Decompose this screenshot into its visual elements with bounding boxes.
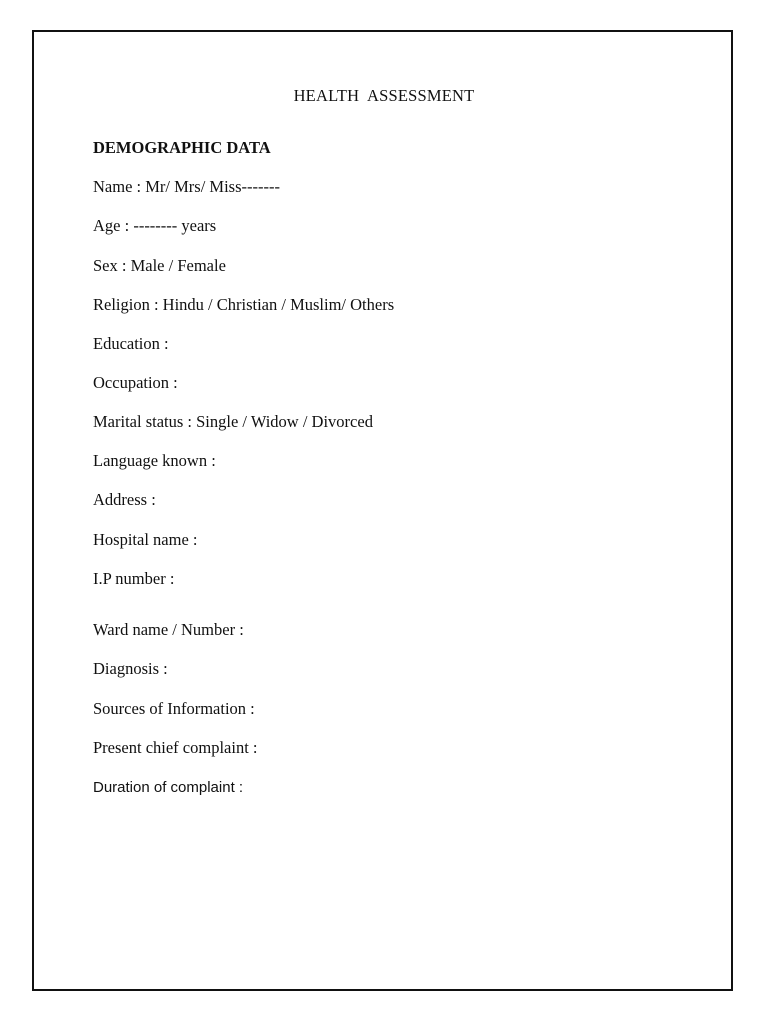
field-diagnosis: Diagnosis : — [93, 659, 168, 678]
field-address: Address : — [93, 490, 156, 509]
field-religion: Religion : Hindu / Christian / Muslim/ Others — [93, 295, 395, 314]
field-marital-status: Marital status : Single / Widow / Divorced — [93, 412, 373, 431]
field-sources-of-information: Sources of Information : — [93, 699, 255, 718]
field-name: Name : Mr/ Mrs/ Miss------- — [93, 177, 280, 196]
page-border — [32, 30, 733, 991]
field-hospital-name: Hospital name : — [93, 530, 198, 549]
field-language-known: Language known : — [93, 451, 216, 470]
field-ip-number: I.P number : — [93, 569, 175, 588]
field-duration-of-complaint: Duration of complaint : — [93, 779, 244, 796]
field-present-chief-complaint: Present chief complaint : — [93, 738, 258, 757]
field-ward-name-number: Ward name / Number : — [93, 620, 244, 639]
field-occupation: Occupation : — [93, 373, 178, 392]
document-title: HEALTH ASSESSMENT — [293, 86, 475, 105]
field-education: Education : — [93, 334, 169, 353]
field-sex: Sex : Male / Female — [93, 256, 226, 275]
section-heading-demographic-data: DEMOGRAPHIC DATA — [93, 138, 271, 157]
field-age: Age : -------- years — [93, 216, 217, 235]
